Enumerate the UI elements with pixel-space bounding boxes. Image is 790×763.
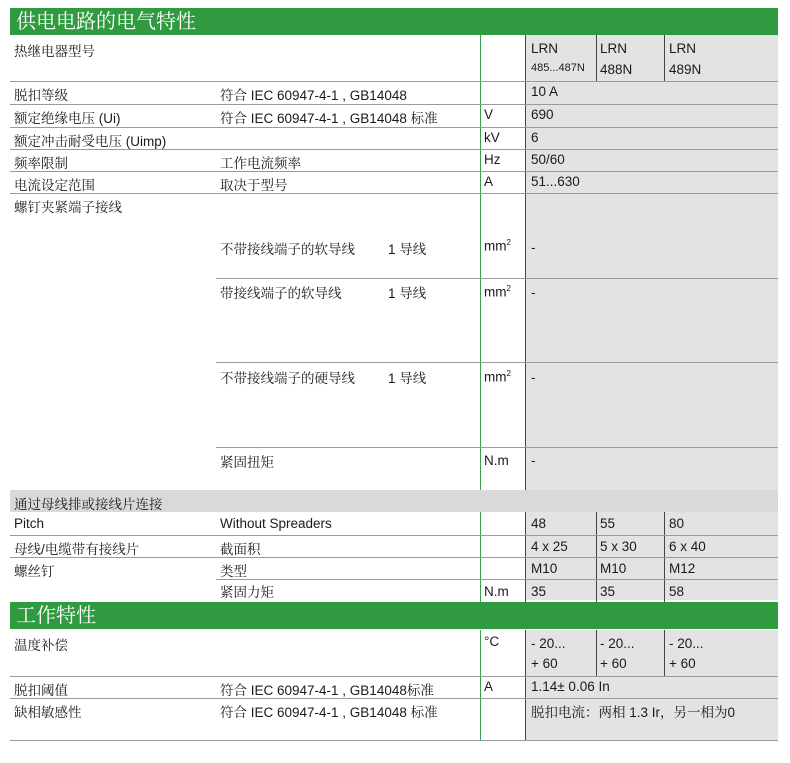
phase-loss-label: 缺相敏感性 <box>14 705 82 720</box>
busbar-label: Pitch <box>14 516 45 531</box>
row-condition: 符合 IEC 60947-4-1 , GB14048 标准 <box>220 111 438 126</box>
busbar-value: 55 <box>600 516 616 531</box>
row-line <box>10 81 778 82</box>
row-condition: 工作电流频率 <box>220 156 301 171</box>
row-value: 6 <box>531 130 539 145</box>
row-value: 10 A <box>531 84 559 99</box>
model-divider-1 <box>596 35 597 82</box>
temp-comp-value-3b: + 60 <box>669 656 696 671</box>
trip-threshold-label: 脱扣阈值 <box>14 683 68 698</box>
row-line <box>216 579 778 580</box>
table-bottom-line <box>10 740 778 741</box>
trip-threshold-condition: 符合 IEC 60947-4-1 , GB14048标准 <box>220 683 434 698</box>
terminal-value: - <box>531 240 536 255</box>
model-divider-6 <box>664 630 665 676</box>
terminal-count: 1 导线 <box>388 371 427 386</box>
busbar-value: 5 x 30 <box>600 539 637 554</box>
busbar-value: 80 <box>669 516 685 531</box>
busbar-value: 35 <box>600 584 616 599</box>
terminal-unit: $mm^2$ <box>484 284 511 300</box>
busbar-value: 35 <box>531 584 547 599</box>
row-line <box>10 535 778 536</box>
section-band-operating <box>10 602 778 629</box>
model-1-line2: 485...487N <box>531 62 585 74</box>
row-label: 频率限制 <box>14 156 68 171</box>
busbar-condition: Without Spreaders <box>220 516 332 531</box>
row-unit: A <box>484 174 494 189</box>
row-line <box>216 447 778 448</box>
busbar-value: M10 <box>600 561 627 576</box>
terminal-count: 1 导线 <box>388 242 427 257</box>
row-label: 额定绝缘电压 (Ui) <box>14 111 121 126</box>
temp-comp-value-1a: - 20... <box>531 636 566 651</box>
busbar-value: 4 x 25 <box>531 539 568 554</box>
model-divider-2 <box>664 35 665 82</box>
row-line <box>10 104 778 105</box>
terminal-unit: $mm^2$ <box>484 369 511 385</box>
value-column-bg-2 <box>526 512 778 600</box>
busbar-value: M12 <box>669 561 696 576</box>
section-title-operating: 工作特性 <box>16 605 96 627</box>
row-label: 脱扣等级 <box>14 88 68 103</box>
busbar-condition: 类型 <box>220 564 247 579</box>
busbar-label: 螺丝钉 <box>14 564 55 579</box>
busbar-unit: N.m <box>484 584 509 599</box>
terminal-label: 螺钉夹紧端子接线 <box>14 200 122 215</box>
value-column-divider-3 <box>525 630 526 740</box>
busbar-value: 6 x 40 <box>669 539 706 554</box>
temp-comp-value-3a: - 20... <box>669 636 704 651</box>
section-title-electrical: 供电电路的电气特性 <box>16 11 196 33</box>
terminal-condition: 不带接线端子的硬导线 <box>220 371 355 386</box>
row-unit: Hz <box>484 152 501 167</box>
trip-threshold-value: 1.14± 0.06 In <box>531 679 610 694</box>
row-line <box>10 193 778 194</box>
model-2-line2: 488N <box>600 62 633 77</box>
terminal-condition: 不带接线端子的软导线 <box>220 242 355 257</box>
busbar-condition: 截面积 <box>220 542 261 557</box>
row-value: 690 <box>531 107 554 122</box>
terminal-condition: 紧固扭矩 <box>220 455 274 470</box>
phase-loss-value: 脱扣电流：两相 1.3 Ir，另一相为0 <box>531 705 736 720</box>
temp-comp-value-1b: + 60 <box>531 656 558 671</box>
terminal-unit: $mm^2$ <box>484 238 511 254</box>
row-line <box>10 171 778 172</box>
model-2-line1: LRN <box>600 41 628 56</box>
row-value: 50/60 <box>531 152 565 167</box>
temp-comp-label: 温度补偿 <box>14 638 68 653</box>
model-divider-5 <box>596 630 597 676</box>
row-condition: 取决于型号 <box>220 178 288 193</box>
row-line <box>10 676 778 677</box>
trip-threshold-unit: A <box>484 679 494 694</box>
row-line <box>216 362 778 363</box>
phase-loss-condition: 符合 IEC 60947-4-1 , GB14048 标准 <box>220 705 438 720</box>
terminal-value: - <box>531 370 536 385</box>
terminal-count: 1 导线 <box>388 286 427 301</box>
row-label: 额定冲击耐受电压 (Uimp) <box>14 134 167 149</box>
relay-model-label: 热继电器型号 <box>14 44 95 59</box>
model-3-line2: 489N <box>669 62 702 77</box>
terminal-unit: N.m <box>484 453 509 468</box>
temp-comp-unit: °C <box>484 634 500 649</box>
model-1-line1: LRN <box>531 41 559 56</box>
terminal-value: - <box>531 453 536 468</box>
row-value: 51...630 <box>531 174 580 189</box>
row-unit: kV <box>484 130 500 145</box>
row-label: 电流设定范围 <box>14 178 95 193</box>
unit-column-divider-3 <box>480 630 481 740</box>
terminal-value: - <box>531 285 536 300</box>
busbar-title: 通过母线排或接线片连接 <box>14 497 163 512</box>
row-line <box>10 127 778 128</box>
temp-comp-value-2a: - 20... <box>600 636 635 651</box>
terminal-condition: 带接线端子的软导线 <box>220 286 342 301</box>
temp-comp-value-2b: + 60 <box>600 656 627 671</box>
model-3-line1: LRN <box>669 41 697 56</box>
busbar-value: M10 <box>531 561 558 576</box>
section-band-electrical <box>10 8 778 35</box>
row-line <box>216 278 778 279</box>
row-unit: V <box>484 107 494 122</box>
row-condition: 符合 IEC 60947-4-1 , GB14048 <box>220 88 407 103</box>
busbar-condition: 紧固力矩 <box>220 585 274 600</box>
busbar-value: 58 <box>669 584 685 599</box>
busbar-value: 48 <box>531 516 547 531</box>
busbar-label: 母线/电缆带有接线片 <box>14 542 140 557</box>
